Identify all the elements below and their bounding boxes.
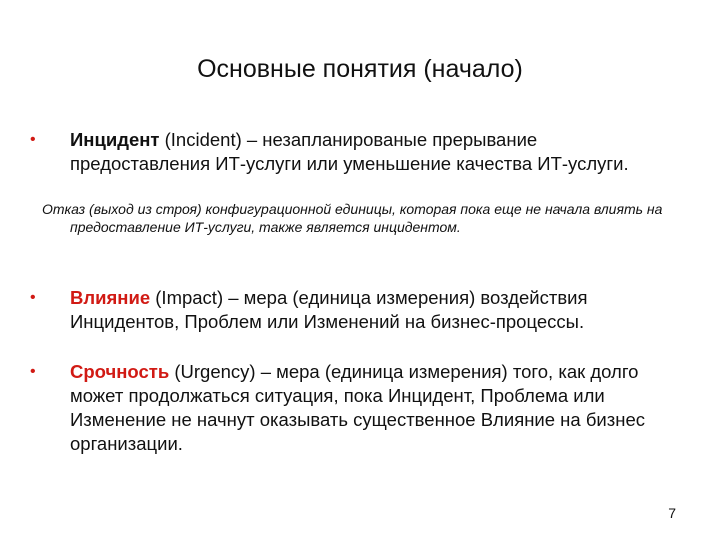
- term-urgency: Срочность: [70, 361, 170, 382]
- slide-title: Основные понятия (начало): [197, 55, 523, 83]
- bullet-incident: [30, 128, 680, 176]
- bullet-urgency: [30, 360, 680, 456]
- bullet-impact: [30, 286, 680, 334]
- definition-urgency: (Urgency) – мера (единица измерения) того, как долго может продолжаться ситуация, пока Инцидент, Проблема или Изменение не начнут оказывать существенное Влияние на бизнес организации.: [70, 361, 645, 454]
- bullet-text: [30, 360, 680, 456]
- page-number: 7: [668, 505, 676, 521]
- definition-impact: (Impact) – мера (единица измерения) воздействия Инцидентов, Проблем или Изменений на бизнес-процессы.: [70, 287, 588, 332]
- bullet-text: [30, 128, 680, 176]
- bullet-dot-icon: •: [30, 131, 36, 148]
- term-incident: Инцидент: [70, 129, 160, 150]
- incident-note: Отказ (выход из строя) конфигурационной единицы, которая пока еще не начала влиять на предоставление ИТ-услуги, также является инцидентом.: [42, 201, 663, 235]
- definition-incident: (Incident) – незапланированые прерывание предоставления ИТ-услуги или уменьшение качества ИТ-услуги.: [70, 129, 629, 174]
- bullet-dot-icon: •: [30, 363, 36, 380]
- bullet-text: [30, 286, 680, 334]
- bullet-dot-icon: •: [30, 289, 36, 306]
- term-impact: Влияние: [70, 287, 151, 308]
